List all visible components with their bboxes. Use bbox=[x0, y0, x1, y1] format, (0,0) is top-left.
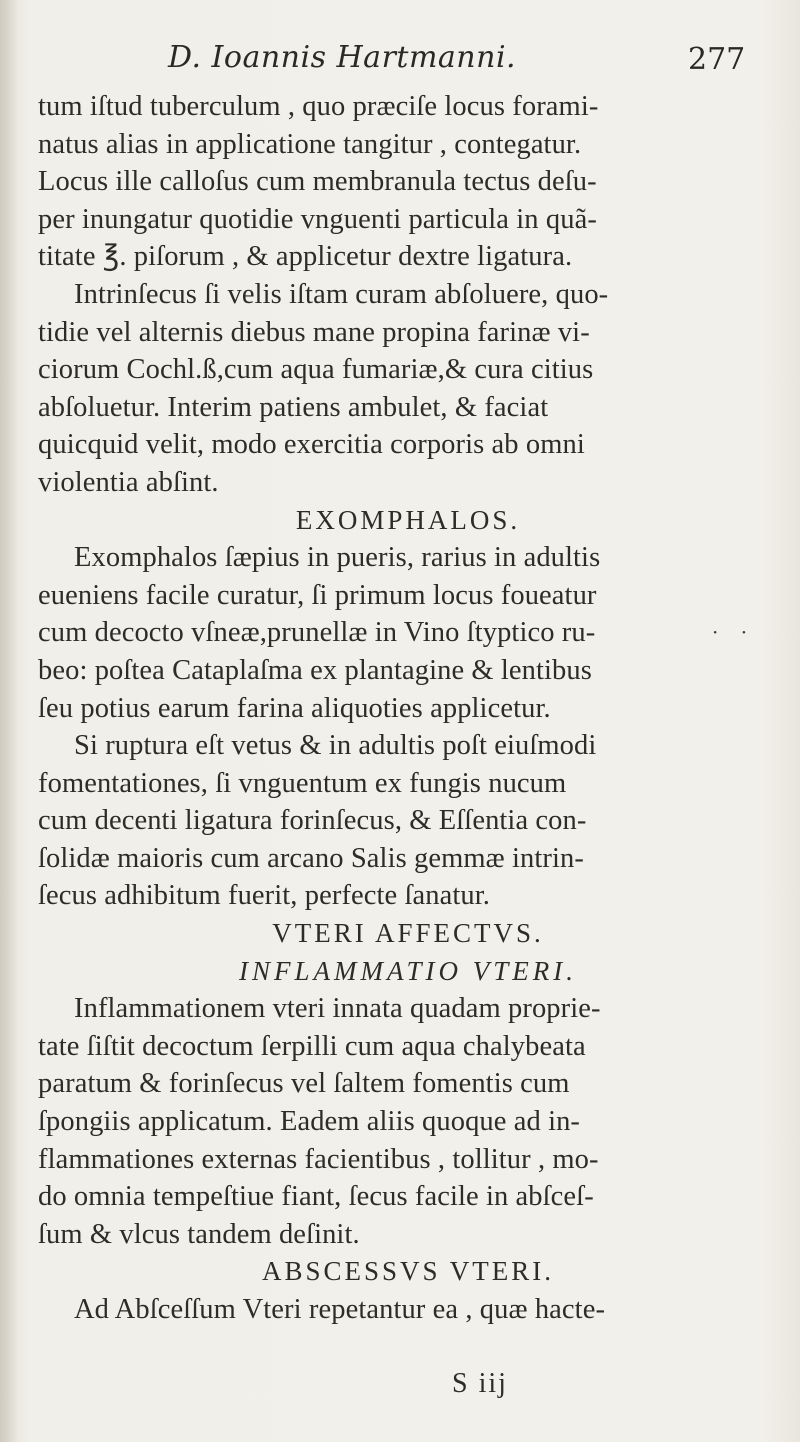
text-line: flammationes externas facientibus , tollitur , mo- bbox=[38, 1143, 599, 1175]
text-line: ſeu potius earum farina aliquoties applicetur. bbox=[38, 692, 551, 724]
text-line: ſpongiis applicatum. Eadem aliis quoque ad in- bbox=[38, 1106, 581, 1138]
text-line: ſum & vlcus tandem deſinit. bbox=[38, 1218, 360, 1250]
text-line: titate ℥. piſorum , & applicetur dextre ligatura. bbox=[38, 241, 573, 273]
text-line: natus alias in applicatione tangitur , contegatur. bbox=[38, 128, 582, 160]
section-heading: INFLAMMATIO VTERI. bbox=[239, 955, 577, 986]
text-line: Inflammationem vteri innata quadam proprie- bbox=[74, 993, 601, 1025]
text-line: ciorum Cochl.ß,cum aqua fumariæ,& cura citius bbox=[38, 354, 594, 386]
section-heading: EXOMPHALOS. bbox=[295, 504, 521, 535]
text-line: beo: poſtea Cataplaſma ex plantagine & lentibus bbox=[38, 654, 592, 686]
text-line: abſoluetur. Interim patiens ambulet, & faciat bbox=[38, 391, 549, 423]
text-line: quicquid velit, modo exercitia corporis ab omni bbox=[38, 429, 585, 461]
section-heading: ABSCESSVS VTERI. bbox=[261, 1256, 555, 1287]
text-line: tum iſtud tuberculum , quo præciſe locus forami- bbox=[38, 91, 599, 122]
text-line: violentia abſint. bbox=[38, 466, 219, 498]
text-line: ſecus adhibitum fuerit, perfecte ſanatur. bbox=[38, 880, 491, 912]
text-line: per inungatur quotidie vnguenti particula in quã- bbox=[38, 203, 597, 235]
text-line: paratum & forinſecus vel ſaltem fomentis cum bbox=[38, 1068, 570, 1100]
binding-shadow bbox=[0, 0, 18, 1442]
text-line: Si ruptura eſt vetus & in adultis poſt eiuſmodi bbox=[74, 730, 597, 762]
text-line: do omnia tempeſtiue fiant, ſecus facile in abſceſ- bbox=[38, 1181, 594, 1213]
text-line: ſolidæ maioris cum arcano Salis gemmæ intrin- bbox=[38, 842, 584, 874]
text-line: tidie vel alternis diebus mane propina farinæ vi- bbox=[38, 316, 590, 348]
signature-mark: S iij bbox=[452, 1368, 508, 1399]
page-specks: · · bbox=[712, 620, 756, 644]
section-heading: VTERI AFFECTVS. bbox=[272, 918, 544, 949]
text-line: Locus ille calloſus cum membranula tectus deſu- bbox=[38, 166, 597, 198]
page-number: 277 bbox=[688, 42, 746, 77]
text-line: Ad Abſceſſum Vteri repetantur ea , quæ hacte- bbox=[74, 1294, 606, 1325]
text-line: Intrinſecus ſi velis iſtam curam abſoluere, quo- bbox=[74, 278, 609, 310]
text-line: cum decocto vſneæ,prunellæ in Vino ſtyptico ru- bbox=[38, 617, 596, 649]
text-line: fomentationes, ſi vnguentum ex fungis nucum bbox=[38, 767, 567, 799]
text-line: cum decenti ligatura forinſecus, & Eſſentia con- bbox=[38, 805, 587, 837]
running-title: D. Ioannis Hartmanni. bbox=[168, 40, 517, 75]
running-head bbox=[0, 40, 800, 90]
body-text bbox=[38, 88, 778, 1329]
text-line: tate ſiſtit decoctum ſerpilli cum aqua chalybeata bbox=[38, 1030, 586, 1062]
text-line: Exomphalos ſæpius in pueris, rarius in adultis bbox=[74, 542, 601, 574]
text-line: eueniens facile curatur, ſi primum locus foueatur bbox=[38, 579, 597, 611]
